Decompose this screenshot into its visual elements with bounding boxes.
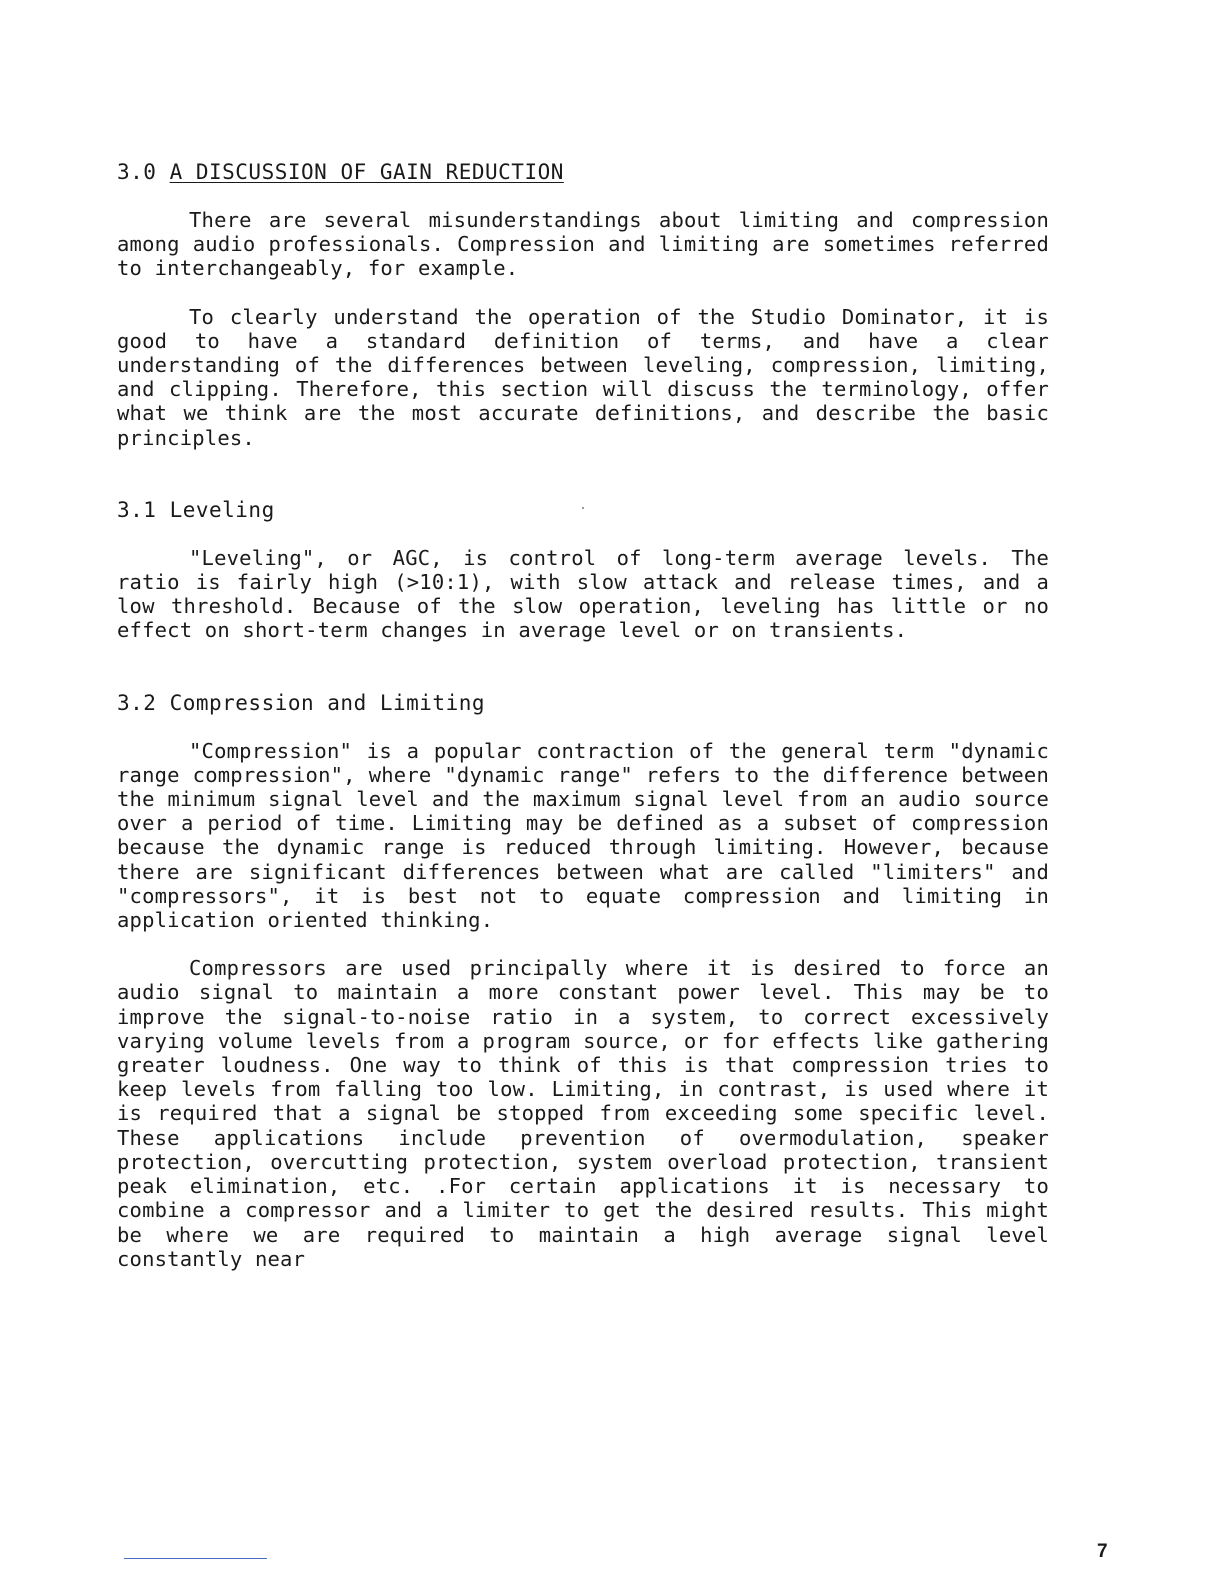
page-number: 7 bbox=[1097, 1541, 1108, 1562]
section-3-0-number: 3.0 bbox=[117, 160, 170, 184]
section-3-0-paragraph-1: There are several misunderstandings about limiting and compression among audio professionals. Compression and limiting are sometimes referred to interchangeably, for example. bbox=[117, 208, 1049, 281]
section-3-2-paragraph-1: "Compression" is a popular contraction of the general term "dynamic range compression", where "dynamic range" refers to the difference between the minimum signal level and the maximum signal level from an audio source over a period of time. Limiting may be defined as a subset of compression because the dynamic range is reduced through limiting. However, because there are significant differences between what are called "limiters" and "compressors", it is best not to equate compression and limiting in application oriented thinking. bbox=[117, 738, 1049, 933]
section-3-1-paragraph-1: "Leveling", or AGC, is control of long-term average levels. The ratio is fairly high (>10:1), with slow attack and release times, and a low threshold. Because of the slow operation, leveling has little or no effect on short-term changes in average level or on transients. bbox=[117, 545, 1049, 643]
section-3-2-heading: 3.2 Compression and Limiting bbox=[117, 690, 486, 715]
section-3-2-paragraph-2: Compressors are used principally where it is desired to force an audio signal to maintain a more constant power level. This may be to improve the signal-to-noise ratio in a system, to correct excessively varying volume levels from a program source, or for effects like gathering greater loudness. One way to think of this is that compression tries to keep levels from falling too low. Limiting, in contrast, is used where it is required that a signal be stopped from exceeding some specific level. These applications include prevention of overmodulation, speaker protection, overcutting protection, system overload protection, transient peak elimination, etc. .For certain applications it is necessary to combine a compressor and a limiter to get the desired results. This might be where we are required to maintain a high average signal level constantly near bbox=[117, 956, 1049, 1271]
section-3-1-heading: 3.1 Leveling bbox=[117, 497, 275, 522]
section-3-0-title: A DISCUSSION OF GAIN REDUCTION bbox=[169, 160, 564, 184]
section-3-0-paragraph-2: To clearly understand the operation of the Studio Dominator, it is good to have a standard definition of terms, and have a clear understanding of the differences between leveling, compression, limiting, and clipping. Therefore, this section will discuss the terminology, offer what we think are the most accurate definitions, and describe the basic principles. bbox=[117, 304, 1049, 450]
footnote-rule bbox=[124, 1558, 267, 1559]
scan-speck bbox=[582, 507, 584, 509]
section-3-0-heading bbox=[117, 160, 1049, 184]
document-page bbox=[117, 160, 1049, 1271]
